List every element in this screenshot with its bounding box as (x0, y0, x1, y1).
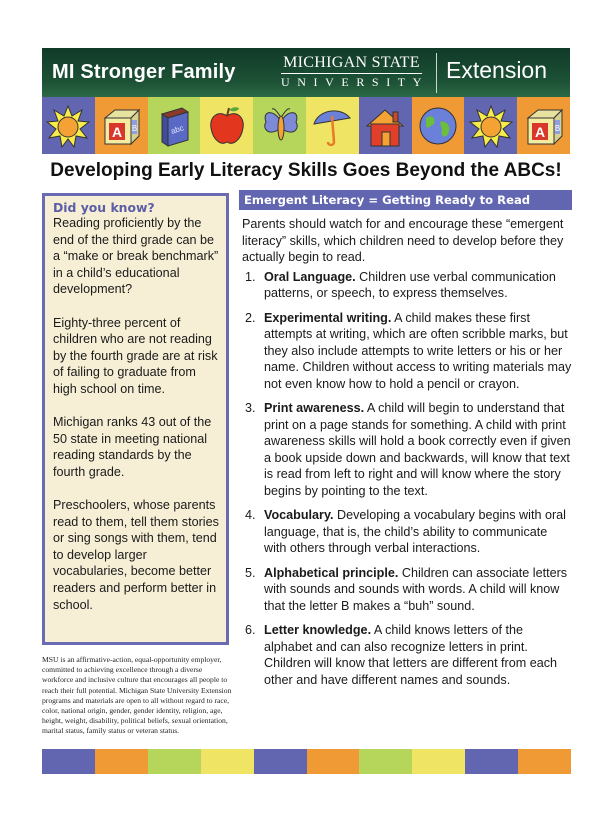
footer-color-block (95, 749, 148, 774)
item-number: 6. (245, 623, 256, 637)
msu-disclaimer: MSU is an affirmative-action, equal-opportunity employer, committed to achieving excellence through a diverse workforce and inclusive culture that encourages all people to reach their full potential. Michigan State University Extension programs and materials are open to all without regard to race, color, national origin, gender, gender identity, religion, age, height, weight, disability, political beliefs, sexual orientation, marital status, family status or veteran status. (42, 655, 232, 736)
page-title: Developing Early Literacy Skills Goes Beyond the ABCs! (50, 160, 562, 181)
brand-title: MI Stronger Family (52, 61, 236, 83)
footer-color-block (148, 749, 201, 774)
did-you-know-heading: Did you know? (53, 200, 155, 215)
icon-tile (464, 97, 517, 154)
abc-block-icon (522, 104, 566, 148)
fact-paragraph: Eighty-three percent of children who are not reading by the fourth grade are at risk of failing to graduate from high school on time. (53, 315, 218, 396)
item-text: Children use verbal communication patterns, or speech, to express themselves. (264, 269, 556, 300)
sun-icon (46, 104, 90, 148)
globe-icon (416, 104, 460, 148)
item-number: 3. (245, 401, 256, 415)
item-number: 4. (245, 508, 256, 522)
skills-list (239, 269, 572, 689)
icon-tile (412, 97, 465, 154)
main-content (239, 190, 572, 696)
icon-tile (517, 97, 570, 154)
item-text: Children can associate letters with sounds and sounds with words. A child will know that the letter B makes a “buh” sound. (264, 565, 568, 613)
house-icon (363, 104, 407, 148)
item-term: Oral Language. (264, 269, 356, 284)
umbrella-icon (310, 104, 354, 148)
list-item (239, 400, 572, 499)
item-term: Print awareness. (264, 401, 365, 415)
list-item (239, 310, 572, 393)
intro-paragraph: Parents should watch for and encourage these “emergent literacy” skills, which children need to develop before they actually begin to read. (242, 217, 564, 264)
apple-icon (205, 104, 249, 148)
header-banner (42, 48, 570, 154)
item-number: 2. (245, 310, 256, 325)
icon-tile (253, 97, 306, 154)
footer-color-block (201, 749, 254, 774)
icon-tile (42, 97, 95, 154)
item-number: 1. (245, 269, 256, 284)
icon-tile (95, 97, 148, 154)
item-text: A child will begin to understand that print on a page stands for something. A child with print awareness skills will hold a book correctly even if given a book upside down and backwards, will know that text is read from left to right and will know where the story begins by pointing to the text. (264, 401, 571, 498)
fact-paragraph: Reading proficiently by the end of the third grade can be a “make or break benchmark” in a child’s educational development? (53, 216, 219, 297)
svg-text:abc: abc (169, 122, 185, 136)
sun-icon (469, 104, 513, 148)
item-text: Developing a vocabulary begins with oral language, that is, the child’s ability to communicate with others through verbal interactions. (264, 508, 566, 555)
svg-text:B: B (132, 123, 138, 133)
footer-color-block (254, 749, 307, 774)
item-number: 5. (245, 565, 256, 580)
footer-color-block (412, 749, 465, 774)
fact-paragraph: Preschoolers, whose parents read to them, tell them stories or sing songs with them, tend to develop larger vocabularies, become better readers and perform better in school. (53, 498, 219, 612)
section-heading: Emergent Literacy = Getting Ready to Read (239, 190, 572, 210)
footer-color-block (42, 749, 95, 774)
icon-tile (306, 97, 359, 154)
extension-label: Extension (446, 57, 548, 83)
list-item (239, 269, 572, 302)
icon-tile (200, 97, 253, 154)
footer-color-strip (42, 749, 571, 774)
butterfly-icon (258, 104, 302, 148)
did-you-know-box (42, 193, 229, 645)
list-item (239, 507, 572, 557)
fact-paragraph: Michigan ranks 43 out of the 50 state in meeting national reading standards by the fourth grade. (53, 415, 212, 479)
header-green-bar (42, 48, 570, 97)
msu-logo (281, 54, 429, 90)
logo-divider (436, 53, 437, 93)
svg-text:B: B (554, 123, 560, 133)
book-icon (152, 104, 196, 148)
icon-tile (359, 97, 412, 154)
footer-color-block (465, 749, 518, 774)
footer-color-block (359, 749, 412, 774)
item-text: A child makes these first attempts at writing, which are often scribble marks, but they also include attempts to write letters or his or her name. Children without access to writing materials may not even know how to hold a pencil or crayon. (264, 310, 572, 391)
svg-text:A: A (112, 123, 123, 140)
footer-color-block (307, 749, 360, 774)
list-item (239, 622, 572, 688)
abc-block-icon (99, 104, 143, 148)
list-item (239, 565, 572, 615)
item-term: Letter knowledge. (264, 623, 372, 637)
msu-logo-line1: MICHIGAN STATE (281, 54, 422, 74)
svg-text:A: A (534, 123, 545, 140)
footer-color-block (518, 749, 571, 774)
item-term: Experimental writing. (264, 310, 392, 325)
item-term: Alphabetical principle. (264, 565, 399, 580)
item-term: Vocabulary. (264, 508, 334, 522)
item-text: A child knows letters of the alphabet and can also recognize letters in print. Children will know that letters are different from each other and have different names and sounds. (264, 623, 558, 687)
msu-logo-line2: UNIVERSITY (281, 75, 429, 89)
icon-tile (148, 97, 201, 154)
icon-tile-strip (42, 97, 570, 154)
